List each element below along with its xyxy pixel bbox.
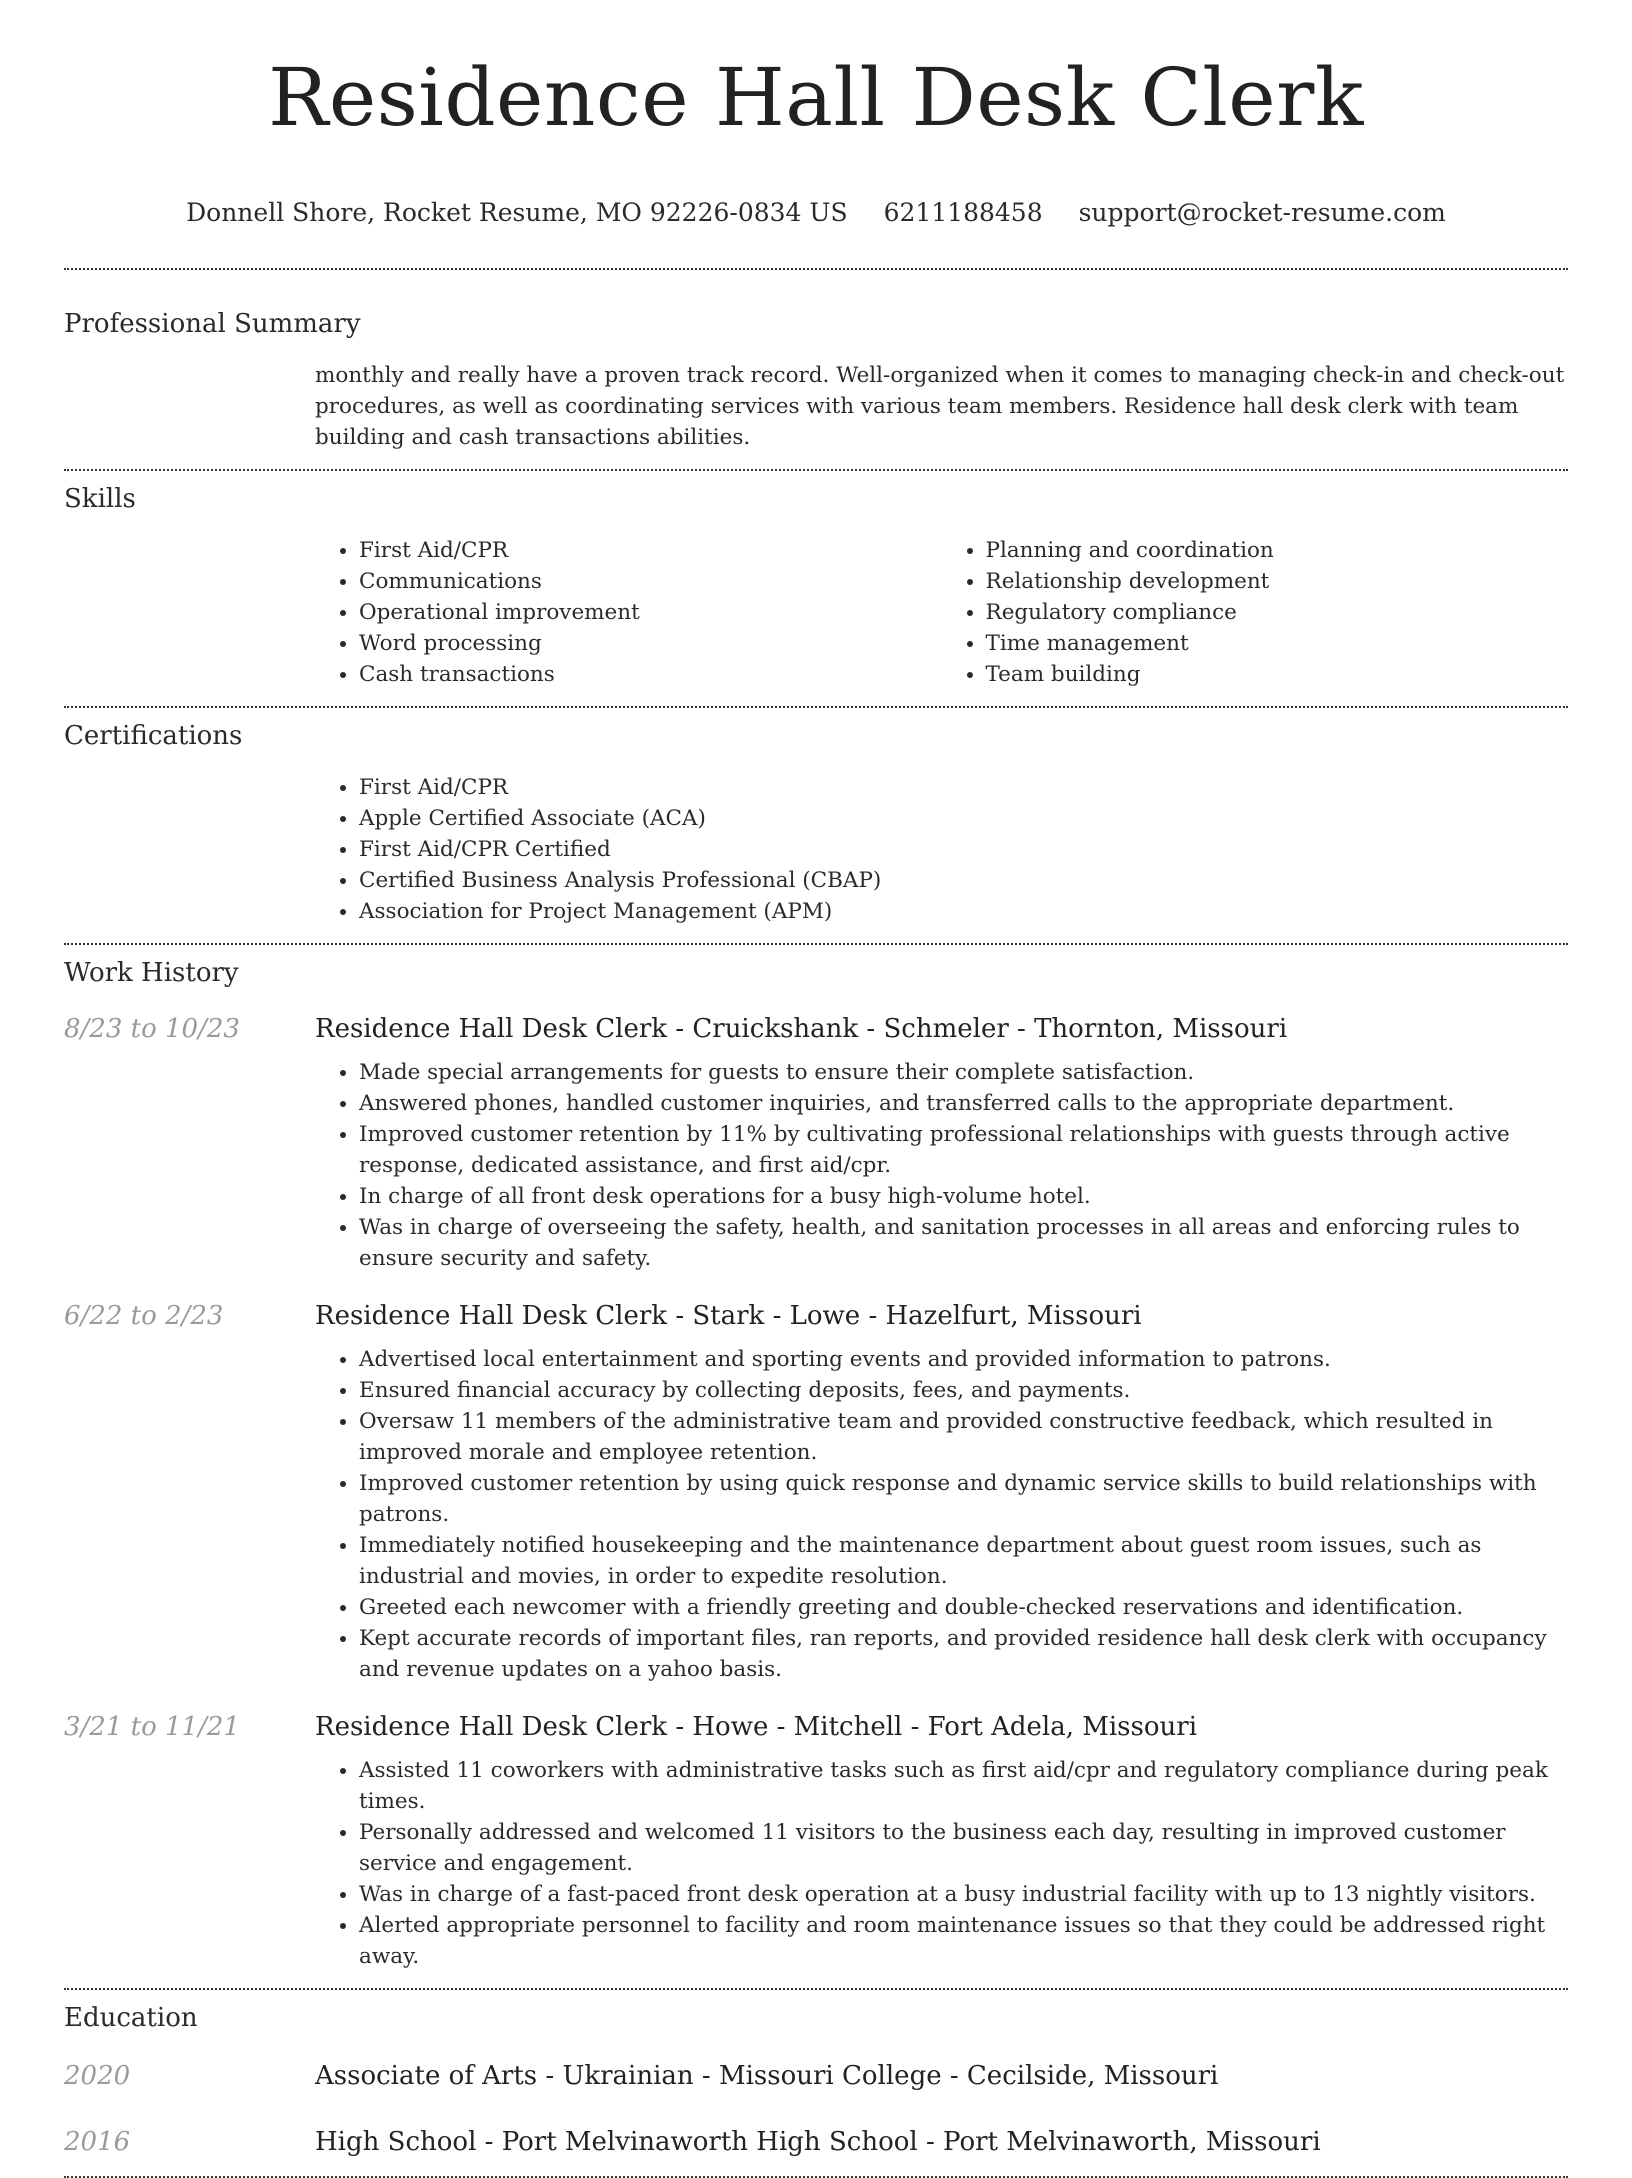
job-bullets — [315, 1755, 1568, 1972]
skills-title: Skills — [64, 484, 136, 514]
certification-item: • First Aid/CPR — [359, 772, 1568, 803]
skill-item: • Planning and coordination — [986, 535, 1569, 566]
contact-line — [64, 196, 1568, 230]
job-entry — [64, 1011, 1568, 1274]
education-entry — [64, 2058, 1568, 2094]
job-bullet: • Advertised local entertainment and sporting events and provided information to patrons. — [359, 1344, 1568, 1375]
education-title: Education — [64, 2003, 198, 2033]
work-history-title: Work History — [64, 958, 239, 988]
contact-phone: 6211188458 — [883, 198, 1043, 227]
job-title: Residence Hall Desk Clerk - Stark - Lowe - Hazelfurt, Missouri — [315, 1301, 1142, 1331]
job-dates: 8/23 to 10/23 — [64, 1014, 240, 1044]
job-bullet: • Assisted 11 coworkers with administrative tasks such as first aid/cpr and regulatory compliance during peak times. — [359, 1755, 1568, 1817]
certification-item: • Apple Certified Associate (ACA) — [359, 803, 1568, 834]
job-bullet: • Personally addressed and welcomed 11 visitors to the business each day, resulting in improved customer service and engagement. — [359, 1817, 1568, 1879]
contact-address: Donnell Shore, Rocket Resume, MO 92226-0834 US — [186, 198, 848, 227]
job-bullet: • Kept accurate records of important files, ran reports, and provided residence hall desk clerk with occupancy and revenue updates on a yahoo basis. — [359, 1623, 1568, 1685]
job-dates: 6/22 to 2/23 — [64, 1301, 224, 1331]
skill-item: • Cash transactions — [359, 659, 942, 690]
skill-item: • Regulatory compliance — [986, 597, 1569, 628]
job-bullet: • Answered phones, handled customer inquiries, and transferred calls to the appropriate department. — [359, 1088, 1568, 1119]
skill-item: • Word processing — [359, 628, 942, 659]
skills-column-2 — [942, 535, 1569, 690]
job-title: Residence Hall Desk Clerk - Cruickshank - Schmeler - Thornton, Missouri — [315, 1014, 1288, 1044]
job-bullets — [315, 1057, 1568, 1274]
job-bullet: • Made special arrangements for guests to ensure their complete satisfaction. — [359, 1057, 1568, 1088]
certifications-list — [315, 772, 1568, 943]
skills-section — [64, 471, 1568, 706]
skill-item: • Relationship development — [986, 566, 1569, 597]
resume-header — [64, 0, 1568, 230]
education-detail: Associate of Arts - Ukrainian - Missouri College - Cecilside, Missouri — [315, 2061, 1219, 2091]
job-bullet: • Immediately notified housekeeping and the maintenance department about guest room issues, such as industrial and movies, in order to expedite resolution. — [359, 1530, 1568, 1592]
summary-text: monthly and really have a proven track record. Well-organized when it comes to managing check-in and check-out procedures, as well as coordinating services with various team members. Residence hall desk clerk with team building and cash transactions abilities. — [315, 363, 1565, 450]
certification-item: • Certified Business Analysis Professional (CBAP) — [359, 865, 1568, 896]
education-year: 2016 — [64, 2127, 131, 2157]
education-detail: High School - Port Melvinaworth High School - Port Melvinaworth, Missouri — [315, 2127, 1321, 2157]
job-bullet: • Ensured financial accuracy by collecting deposits, fees, and payments. — [359, 1375, 1568, 1406]
skills-column-1 — [315, 535, 942, 690]
job-bullet: • Alerted appropriate personnel to facility and room maintenance issues so that they could be addressed right away. — [359, 1910, 1568, 1972]
certifications-section — [64, 708, 1568, 943]
job-bullet: • Improved customer retention by 11% by cultivating professional relationships with guests through active response, dedicated assistance, and first aid/cpr. — [359, 1119, 1568, 1181]
job-dates: 3/21 to 11/21 — [64, 1712, 240, 1742]
skill-item: • First Aid/CPR — [359, 535, 942, 566]
skill-item: • Operational improvement — [359, 597, 942, 628]
resume-name: Residence Hall Desk Clerk — [268, 51, 1364, 144]
job-bullet: • Was in charge of overseeing the safety, health, and sanitation processes in all areas and enforcing rules to ensure security and safety. — [359, 1212, 1568, 1274]
job-title: Residence Hall Desk Clerk - Howe - Mitchell - Fort Adela, Missouri — [315, 1712, 1198, 1742]
certification-item: • Association for Project Management (APM) — [359, 896, 1568, 927]
job-bullet: • Oversaw 11 members of the administrative team and provided constructive feedback, which resulted in improved morale and employee retention. — [359, 1406, 1568, 1468]
education-entry — [64, 2124, 1568, 2176]
work-history-section — [64, 945, 1568, 1988]
certification-item: • First Aid/CPR Certified — [359, 834, 1568, 865]
skill-item: • Communications — [359, 566, 942, 597]
job-entry — [64, 1709, 1568, 1988]
job-bullet: • In charge of all front desk operations for a busy high-volume hotel. — [359, 1181, 1568, 1212]
certifications-title: Certifications — [64, 721, 243, 751]
contact-email: support@rocket-resume.com — [1078, 198, 1446, 227]
education-section — [64, 1990, 1568, 2176]
summary-title: Professional Summary — [64, 309, 361, 339]
job-bullet: • Improved customer retention by using quick response and dynamic service skills to build relationships with patrons. — [359, 1468, 1568, 1530]
job-bullet: • Greeted each newcomer with a friendly greeting and double-checked reservations and identification. — [359, 1592, 1568, 1623]
job-bullets — [315, 1344, 1568, 1685]
skills-list — [315, 535, 1568, 706]
job-entry — [64, 1298, 1568, 1685]
education-year: 2020 — [64, 2061, 131, 2091]
skill-item: • Time management — [986, 628, 1569, 659]
job-bullet: • Was in charge of a fast-paced front desk operation at a busy industrial facility with up to 13 nightly visitors. — [359, 1879, 1568, 1910]
summary-section — [64, 270, 1568, 469]
skill-item: • Team building — [986, 659, 1569, 690]
